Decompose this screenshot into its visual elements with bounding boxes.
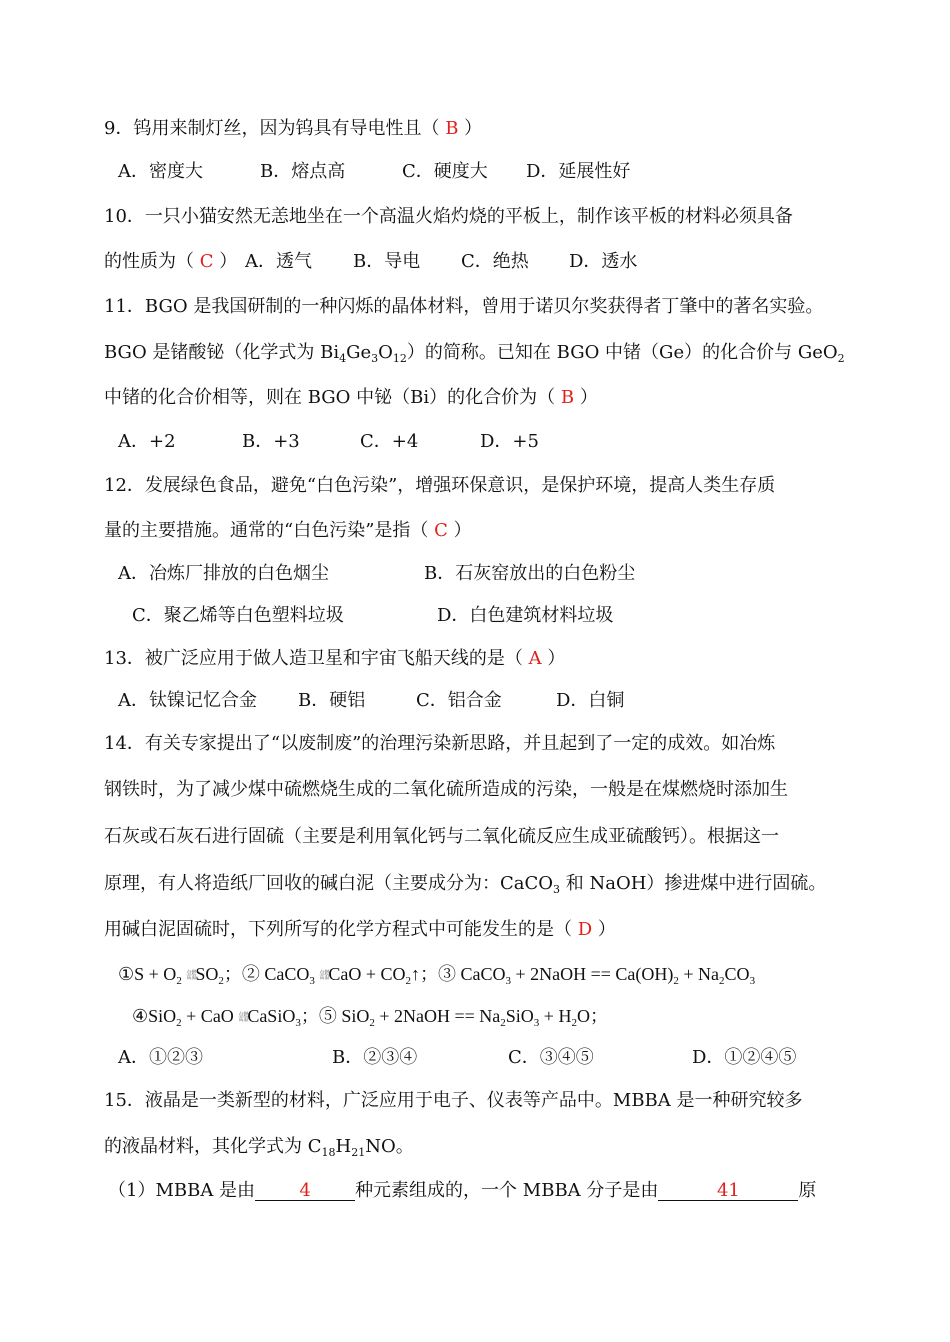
question-14-stem-2: 钢铁时，为了减少煤中硫燃烧生成的二氧化硫所造成的污染，一般是在煤燃烧时添加生 bbox=[104, 779, 788, 800]
question-11-stem-2: BGO 是锗酸铋（化学式为 $Bi_4Ge_3O_{12}$）的简称。已知在 BGO 中锗（Ge）的化合价与 GeO$_2$ bbox=[104, 342, 845, 365]
question-12-stem: 12．发展绿色食品，避免“白色污染”，增强环保意识，是保护环境，提高人类生存质 bbox=[104, 475, 776, 496]
question-9-options: A．密度大 B．熔点高 C．硬度大 D．延展性好 bbox=[118, 161, 631, 182]
reaction-condition: 点燃 高温 bbox=[186, 970, 197, 981]
question-14-stem: 14．有关专家提出了“以废制废”的治理污染新思路，并且起到了一定的成效。如冶炼 bbox=[104, 733, 776, 754]
question-9-answer: B bbox=[445, 118, 459, 139]
question-15-stem: 15．液晶是一类新型的材料，广泛应用于电子、仪表等产品中。MBBA 是一种研究较多 bbox=[104, 1090, 803, 1111]
question-14-stem-4: 原理，有人将造纸厂回收的碱白泥（主要成分为：CaCO$_3$ 和 NaOH）掺进煤中进行固硫。 bbox=[104, 873, 827, 896]
question-9-stem: 9．钨用来制灯丝，因为钨具有导电性且（ B ） bbox=[104, 118, 483, 139]
question-13-options: A．钛镍记忆合金 B．硬铝 C．铝合金 D．白铜 bbox=[118, 690, 625, 711]
question-14-answer: D bbox=[577, 919, 593, 940]
question-12-options-row-2: C．聚乙烯等白色塑料垃圾 D．白色建筑材料垃圾 bbox=[132, 605, 614, 626]
question-10-stem-2: 的性质为（ C ） A．透气 B．导电 C．绝热 D．透水 bbox=[104, 251, 638, 272]
question-15-stem-2: 的液晶材料，其化学式为 $C_{18}H_{21}NO$。 bbox=[104, 1136, 414, 1159]
question-14-stem-3: 石灰或石灰石进行固硫（主要是利用氧化钙与二氧化硫反应生成亚硫酸钙）。根据这一 bbox=[104, 826, 779, 847]
question-11-options: A．+2 B．+3 C．+4 D．+5 bbox=[118, 431, 539, 452]
question-11-answer: B bbox=[560, 387, 575, 408]
question-13-answer: A bbox=[528, 648, 542, 669]
question-12-options-row-1: A．冶炼厂排放的白色烟尘 B．石灰窑放出的白色粉尘 bbox=[118, 563, 636, 584]
question-12-stem-2: 量的主要措施。通常的“白色污染”是指（ C ） bbox=[104, 520, 472, 541]
question-11-stem: 11．BGO 是我国研制的一种闪烁的晶体材料，曾用于诺贝尔奖获得者丁肇中的著名实验。 bbox=[104, 296, 824, 317]
question-11-stem-3: 中锗的化合价相等，则在 BGO 中铋（Bi）的化合价为（ B ） bbox=[104, 387, 598, 408]
question-14-equations-2: ④SiO$_2$ + CaO 点燃 高温CaSiO$_3$；⑤ SiO$_2$ + 2NaOH == $Na_2SiO_3 + H_2O$； bbox=[132, 1006, 608, 1029]
reaction-condition: 点燃 高温 bbox=[319, 970, 330, 981]
question-10-answer: C bbox=[199, 251, 214, 272]
question-15-sub-1: （1）MBBA 是由 4 种元素组成的，一个 MBBA 分子是由 41 原 bbox=[108, 1180, 817, 1201]
question-10-stem: 10．一只小猫安然无恙地坐在一个高温火焰灼烧的平板上，制作该平板的材料必须具备 bbox=[104, 206, 793, 227]
reaction-condition: 点燃 高温 bbox=[238, 1012, 249, 1023]
question-12-answer: C bbox=[434, 520, 448, 541]
question-14-equations-1: ①S + $O_2$ 点燃 高温$SO_2$；② CaCO$_3$ 点燃 高温CaO + $CO_2↑$；③ CaCO$_3$ + 2NaOH == $Ca(OH)_2 + Na_2CO_3$ bbox=[118, 964, 756, 987]
answer-blank-1[interactable]: 4 bbox=[255, 1182, 355, 1201]
question-14-options: A．①②③ B．②③④ C．③④⑤ D．①②④⑤ bbox=[118, 1047, 797, 1068]
answer-blank-2[interactable]: 41 bbox=[658, 1182, 798, 1201]
question-13-stem: 13．被广泛应用于做人造卫星和宇宙飞船天线的是（ A ） bbox=[104, 648, 566, 669]
question-14-stem-5: 用碱白泥固硫时，下列所写的化学方程式中可能发生的是（ D ） bbox=[104, 919, 616, 940]
